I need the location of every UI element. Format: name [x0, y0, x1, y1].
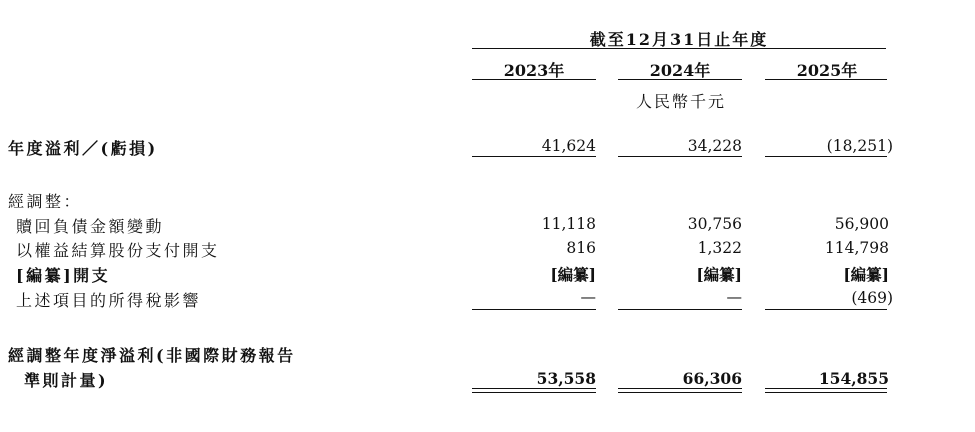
profit-rule-2025: [765, 156, 887, 157]
share-based-2024: 1,322: [697, 239, 742, 257]
redemption-2025: 56,900: [834, 215, 889, 233]
profit-rule-2024: [618, 156, 742, 157]
profit-2023: 41,624: [541, 137, 596, 155]
year-rule-2024: [618, 79, 742, 80]
profit-rule-2023: [472, 156, 596, 157]
tax-effect-2023: —: [580, 288, 596, 306]
adjusted-profit-2024: 66,306: [682, 369, 742, 388]
total-double-rule-2025: [765, 388, 887, 393]
year-2024-header: 2024年: [649, 61, 711, 80]
period-rule: [472, 48, 886, 49]
adjustments-rule-2023: [472, 309, 596, 310]
total-double-rule-2023: [472, 388, 596, 393]
adjusted-profit-label-line2: 準則計量): [24, 371, 109, 390]
adjusted-profit-2023: 53,558: [536, 369, 596, 388]
adjustments-rule-2025: [765, 309, 887, 310]
tax-effect-2025: (469): [851, 289, 893, 307]
year-2025-header: 2025年: [796, 61, 858, 80]
profit-label: 年度溢利／(虧損): [8, 139, 158, 158]
redacted-2023: [編纂]: [550, 265, 596, 284]
tax-effect-2024: —: [726, 288, 742, 306]
redemption-label: 贖回負債金額變動: [16, 217, 165, 236]
period-header: 截至12月31日止年度: [589, 30, 769, 49]
year-2023-header: 2023年: [503, 61, 565, 80]
redacted-label: [編纂]開支: [16, 266, 111, 285]
profit-2024: 34,228: [687, 137, 742, 155]
year-rule-2025: [765, 79, 887, 80]
profit-2025: (18,251): [826, 137, 893, 155]
share-based-label: 以權益結算股份支付開支: [16, 241, 220, 260]
tax-effect-label: 上述項目的所得稅影響: [16, 291, 202, 310]
redemption-2024: 30,756: [687, 215, 742, 233]
redemption-2023: 11,118: [541, 215, 596, 233]
adjustments-heading: 經調整：: [8, 192, 83, 211]
year-rule-2023: [472, 79, 596, 80]
share-based-2023: 816: [566, 239, 596, 257]
currency-unit: 人民幣千元: [635, 92, 726, 111]
adjusted-profit-label-line1: 經調整年度淨溢利(非國際財務報告: [8, 346, 296, 365]
adjustments-rule-2024: [618, 309, 742, 310]
redacted-2025: [編纂]: [843, 265, 889, 284]
share-based-2025: 114,798: [824, 239, 889, 257]
total-double-rule-2024: [618, 388, 742, 393]
adjusted-profit-2025: 154,855: [818, 369, 889, 388]
redacted-2024: [編纂]: [696, 265, 742, 284]
